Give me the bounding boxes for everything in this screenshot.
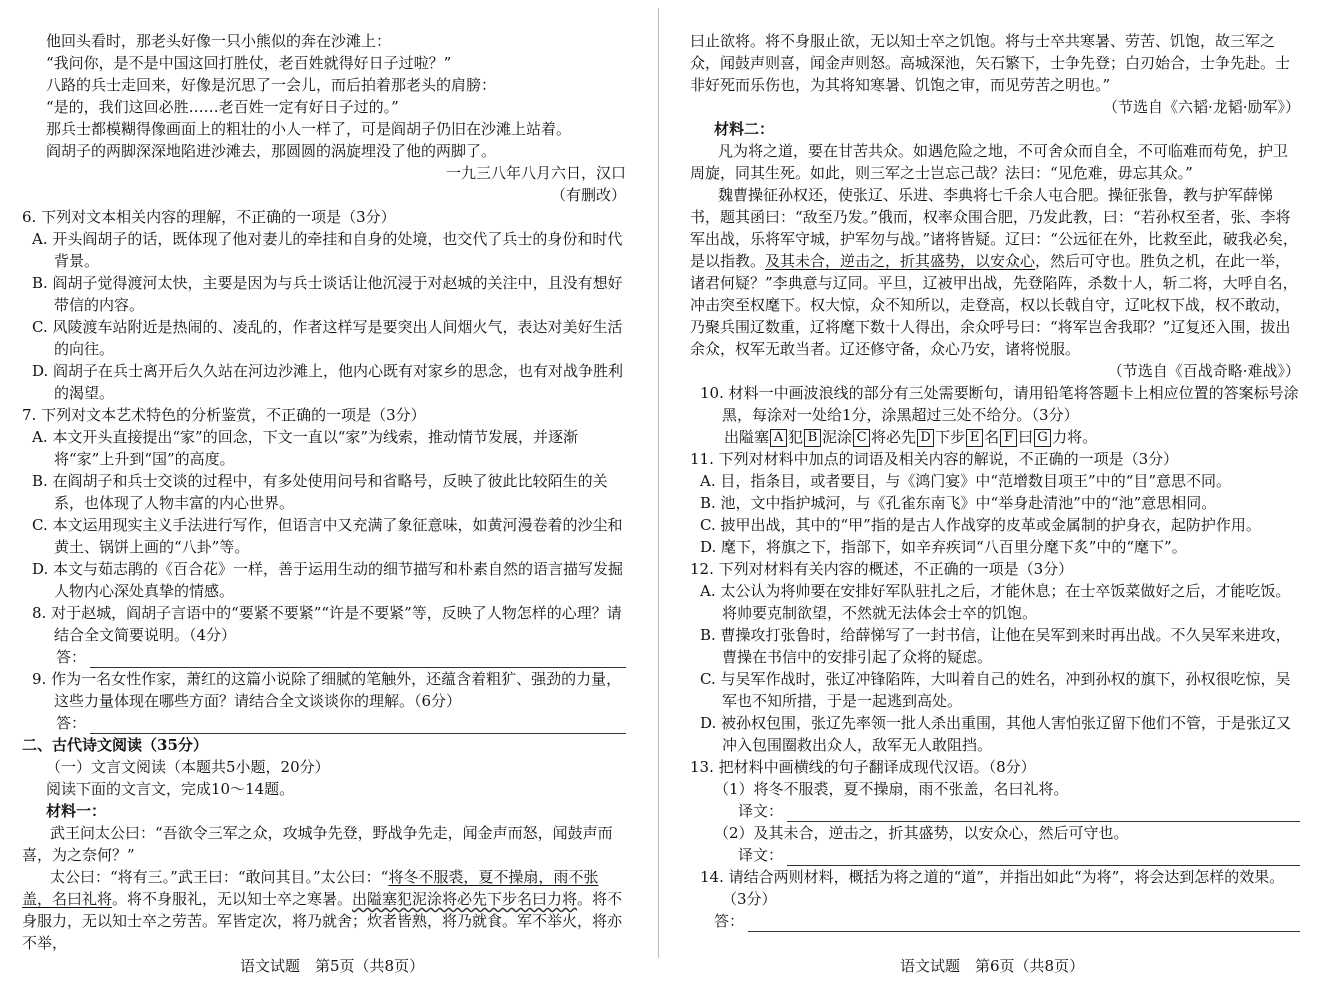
q6-option-b: B. 阎胡子觉得渡河太快，主要是因为与兵士谈话让他沉浸于对赵城的关注中，且没有想好带信的内容。 — [32, 274, 623, 314]
q11-option-b: B. 池，文中指护城河，与《孔雀东南飞》中“举身赴清池”中的“池”意思相同。 — [700, 494, 1217, 512]
underlined-sentence-2: 及其未合，逆击之，折其盛势，以安众心 — [765, 252, 1036, 270]
break-box-f[interactable]: F — [1000, 429, 1017, 447]
break-box-a[interactable]: A — [770, 429, 787, 447]
abridged-note: （有删改） — [550, 186, 626, 204]
right-page — [690, 30, 1300, 932]
page-divider — [658, 8, 659, 958]
break-box-d[interactable]: D — [917, 429, 934, 447]
q8-answer-line[interactable] — [22, 646, 626, 668]
q13-1-translation-line[interactable] — [690, 800, 1300, 822]
material-2-paragraph-2: 魏曹操征孙权还，使张辽、乐进、李典将七千余人屯合肥。操征张鲁，教与护军薛悌书，题其函曰：“敌至乃发。”俄而，权率众围合肥，乃发此教，曰：“若孙权至者，张、李将军出战，乐将军守城，护军勿与战。”诸将皆疑。辽曰：“公远征在外，比救至此，破我必矣，是以指教。及其未合，逆击之，折其盛势，以安众心，然后可守也。胜负之机，在此一举，诸君何疑？”李典意与辽同。平旦，辽被甲出战，先登陷阵，杀数十人，斩二将，大呼自名，冲击突至权麾下。权大惊，众不知所以，走登高，权以长戟自守，辽叱权下战，权不敢动，乃聚兵围辽数重，辽将麾下数十人得出，余众呼号曰：“将军岂舍我耶？”辽复还入围，拔出余众，权军无敢当者。辽还修守备，众心乃安，诸将悦服。 — [690, 186, 1298, 358]
story-line: 那兵士都模糊得像画面上的粗壮的小人一样了，可是阎胡子仍旧在沙滩上站着。 — [46, 120, 572, 138]
q10-sentence-breaks: 出隘塞 A 犯 B 泥涂 C 将必先 D 下步 E 名 F 曰 G 力将。 — [724, 428, 1098, 446]
story-line: “是的，我们这回必胜……老百姓一定有好日子过的。” — [46, 98, 399, 116]
source-1: （节选自《六韬·龙韬·励军》） — [1102, 98, 1300, 116]
answer-label: 答： — [56, 648, 87, 666]
break-box-e[interactable]: E — [966, 429, 983, 447]
q14-answer-line[interactable] — [690, 910, 1300, 932]
q13-item-2: （2）及其未合，逆击之，折其盛势，以安众心，然后可守也。 — [714, 824, 1129, 842]
section-2-heading: 二、古代诗文阅读（35分） — [22, 736, 208, 754]
material-2-label: 材料二： — [714, 120, 775, 138]
answer-label: 答： — [714, 912, 745, 930]
translation-label: 译文： — [738, 802, 784, 820]
material-1-label: 材料一： — [46, 802, 107, 820]
story-line: 八路的兵士走回来，好像是沉思了一会儿，而后拍着那老头的肩膀： — [46, 76, 497, 94]
story-date: 一九三八年八月六日，汉口 — [445, 164, 626, 182]
q12-option-a: A. 太公认为将帅要在安排好军队驻扎之后，才能休息；在士卒饭菜做好之后，才能吃饭。将帅要克制欲望，不然就无法体会士卒的饥饱。 — [700, 582, 1291, 622]
question-10: 10. 材料一中画波浪线的部分有三处需要断句，请用铅笔将答题卡上相应位置的答案标号涂黑，每涂对一处给1分，涂黑超过三处不给分。（3分） — [700, 384, 1299, 424]
question-6-stem: 6. 下列对文本相关内容的理解，不正确的一项是（3分） — [22, 208, 396, 226]
q12-option-d: D. 被孙权包围，张辽先率领一批人杀出重围，其他人害怕张辽留下他们不管，于是张辽又冲入包围圈救出众人，敌军无人敢阻挡。 — [700, 714, 1292, 754]
q13-2-translation-line[interactable] — [690, 844, 1300, 866]
question-13-stem: 13. 把材料中画横线的句子翻译成现代汉语。（8分） — [690, 758, 1036, 776]
subsection-heading: （一）文言文阅读（本题共5小题，20分） — [46, 758, 330, 776]
material-1-paragraph-2: 太公曰：“将有三。”武王曰：“敢问其目。”太公曰：“将冬不服裘，夏不操扇，雨不张盖，名曰礼将。将不身服礼，无以知士卒之寒暑。出隘塞犯泥涂将必先下步名曰力将。将不身服力，无以知士卒之劳苦。军皆定次，将乃就舍；炊者皆熟，将乃就食。军不举火，将亦不举， — [22, 868, 623, 952]
q12-option-c: C. 与吴军作战时，张辽冲锋陷阵，大叫着自己的姓名，冲到孙权的旗下，孙权很吃惊，吴军也不知所措，于是一起逃到高处。 — [700, 670, 1291, 710]
wavy-underlined-phrase: 出隘塞犯泥涂将必先下步名曰力将 — [352, 890, 578, 908]
break-box-b[interactable]: B — [804, 429, 821, 447]
answer-label: 答： — [56, 714, 87, 732]
q13-item-1: （1）将冬不服裘，夏不操扇，雨不张盖，名曰礼将。 — [714, 780, 1069, 798]
question-12-stem: 12. 下列对材料有关内容的概述，不正确的一项是（3分） — [690, 560, 1074, 578]
translation-label: 译文： — [738, 846, 784, 864]
source-2: （节选自《百战奇略·难战》） — [1107, 362, 1300, 380]
q6-option-a: A. 开头阎胡子的话，既体现了他对妻儿的牵挂和自身的处境，也交代了兵士的身份和时代背景。 — [32, 230, 623, 270]
instruction: 阅读下面的文言文，完成10～14题。 — [46, 780, 295, 798]
story-line: 阎胡子的两脚深深地陷进沙滩去，那圆圆的涡旋埋没了他的两脚了。 — [46, 142, 497, 160]
story-line: 他回头看时，那老头好像一只小熊似的奔在沙滩上： — [46, 32, 392, 50]
story-line: “我问你，是不是中国这回打胜仗，老百姓就得好日子过啦？” — [46, 54, 452, 72]
q7-option-b: B. 在阎胡子和兵士交谈的过程中，有多处使用问号和省略号，反映了彼此比较陌生的关系，也体现了人物丰富的内心世界。 — [32, 472, 608, 512]
underlined-sentence-1: 将冬不服裘，夏不操扇，雨不张盖，名曰礼将 — [22, 868, 599, 908]
q6-option-d: D. 阎胡子在兵士离开后久久站在河边沙滩上，他内心既有对家乡的思念，也有对战争胜利的渴望。 — [32, 362, 624, 402]
break-box-c[interactable]: C — [853, 429, 870, 447]
question-9: 9. 作为一名女性作家，萧红的这篇小说除了细腻的笔触外，还蕴含着粗犷、强劲的力量，这些力量体现在哪些方面？请结合全文谈谈你的理解。（6分） — [32, 670, 622, 710]
page-footer-6: 语文试题 第6页（共8页） — [900, 957, 1085, 975]
q9-answer-line[interactable] — [22, 712, 626, 734]
break-box-g[interactable]: G — [1034, 429, 1051, 447]
page-footer-5: 语文试题 第5页（共8页） — [240, 957, 425, 975]
q7-option-d: D. 本文与茹志鹃的《百合花》一样，善于运用生动的细节描写和朴素自然的语言描写发掘人物内心深处真挚的情感。 — [32, 560, 624, 600]
q7-option-c: C. 本文运用现实主义手法进行写作，但语言中又充满了象征意味，如黄河漫卷着的沙尘和黄土、锅饼上画的“八卦”等。 — [32, 516, 623, 556]
question-14: 14. 请结合两则材料，概括为将之道的“道”，并指出如此“为将”，将会达到怎样的效果。（3分） — [700, 868, 1285, 908]
question-11-stem: 11. 下列对材料中加点的词语及相关内容的解说，不正确的一项是（3分） — [690, 450, 1179, 468]
q11-option-a: A. 目，指条目，或者要目，与《鸿门宴》中“范增数目项王”中的“目”意思不同。 — [700, 472, 1232, 490]
left-page — [22, 30, 626, 954]
material-1-continued: 曰止欲将。将不身服止欲，无以知士卒之饥饱。将与士卒共寒暑、劳苦、饥饱，故三军之众，闻鼓声则喜，闻金声则怒。高城深池，矢石繁下，士争先登；白刃始合，士争先赴。士非好死而乐伤也，为其将知寒暑、饥饱之审，而见劳苦之明也。” — [690, 32, 1291, 94]
material-1-paragraph-1: 武王问太公曰：“吾欲令三军之众，攻城争先登，野战争先走，闻金声而怒，闻鼓声而喜，为之奈何？” — [22, 824, 613, 864]
question-7-stem: 7. 下列对文本艺术特色的分析鉴赏，不正确的一项是（3分） — [22, 406, 426, 424]
q11-option-c: C. 披甲出战，其中的“甲”指的是古人作战穿的皮革或金属制的护身衣，起防护作用。 — [700, 516, 1261, 534]
q6-option-c: C. 风陵渡车站附近是热闹的、凌乱的，作者这样写是要突出人间烟火气，表达对美好生活的向往。 — [32, 318, 623, 358]
question-8: 8. 对于赵城，阎胡子言语中的“要紧不要紧”“许是不要紧”等，反映了人物怎样的心理？请结合全文简要说明。（4分） — [32, 604, 622, 644]
q7-option-a: A. 本文开头直接提出“家”的回念，下文一直以“家”为线索，推动情节发展，并逐渐将“家”上升到“国”的高度。 — [32, 428, 579, 468]
q11-option-d: D. 麾下，将旗之下，指部下，如辛弃疾词“八百里分麾下炙”中的“麾下”。 — [700, 538, 1187, 556]
q12-option-b: B. 曹操攻打张鲁时，给薛悌写了一封书信，让他在吴军到来时再出战。不久吴军来进攻，曹操在书信中的安排引起了众将的疑虑。 — [700, 626, 1291, 666]
material-2-paragraph-1: 凡为将之道，要在甘苦共众。如遇危险之地，不可舍众而自全，不可临难而苟免，护卫周旋，同其生死。如此，则三军之士岂忘己哉？法曰：“见危难，毋忘其众。” — [690, 142, 1289, 182]
